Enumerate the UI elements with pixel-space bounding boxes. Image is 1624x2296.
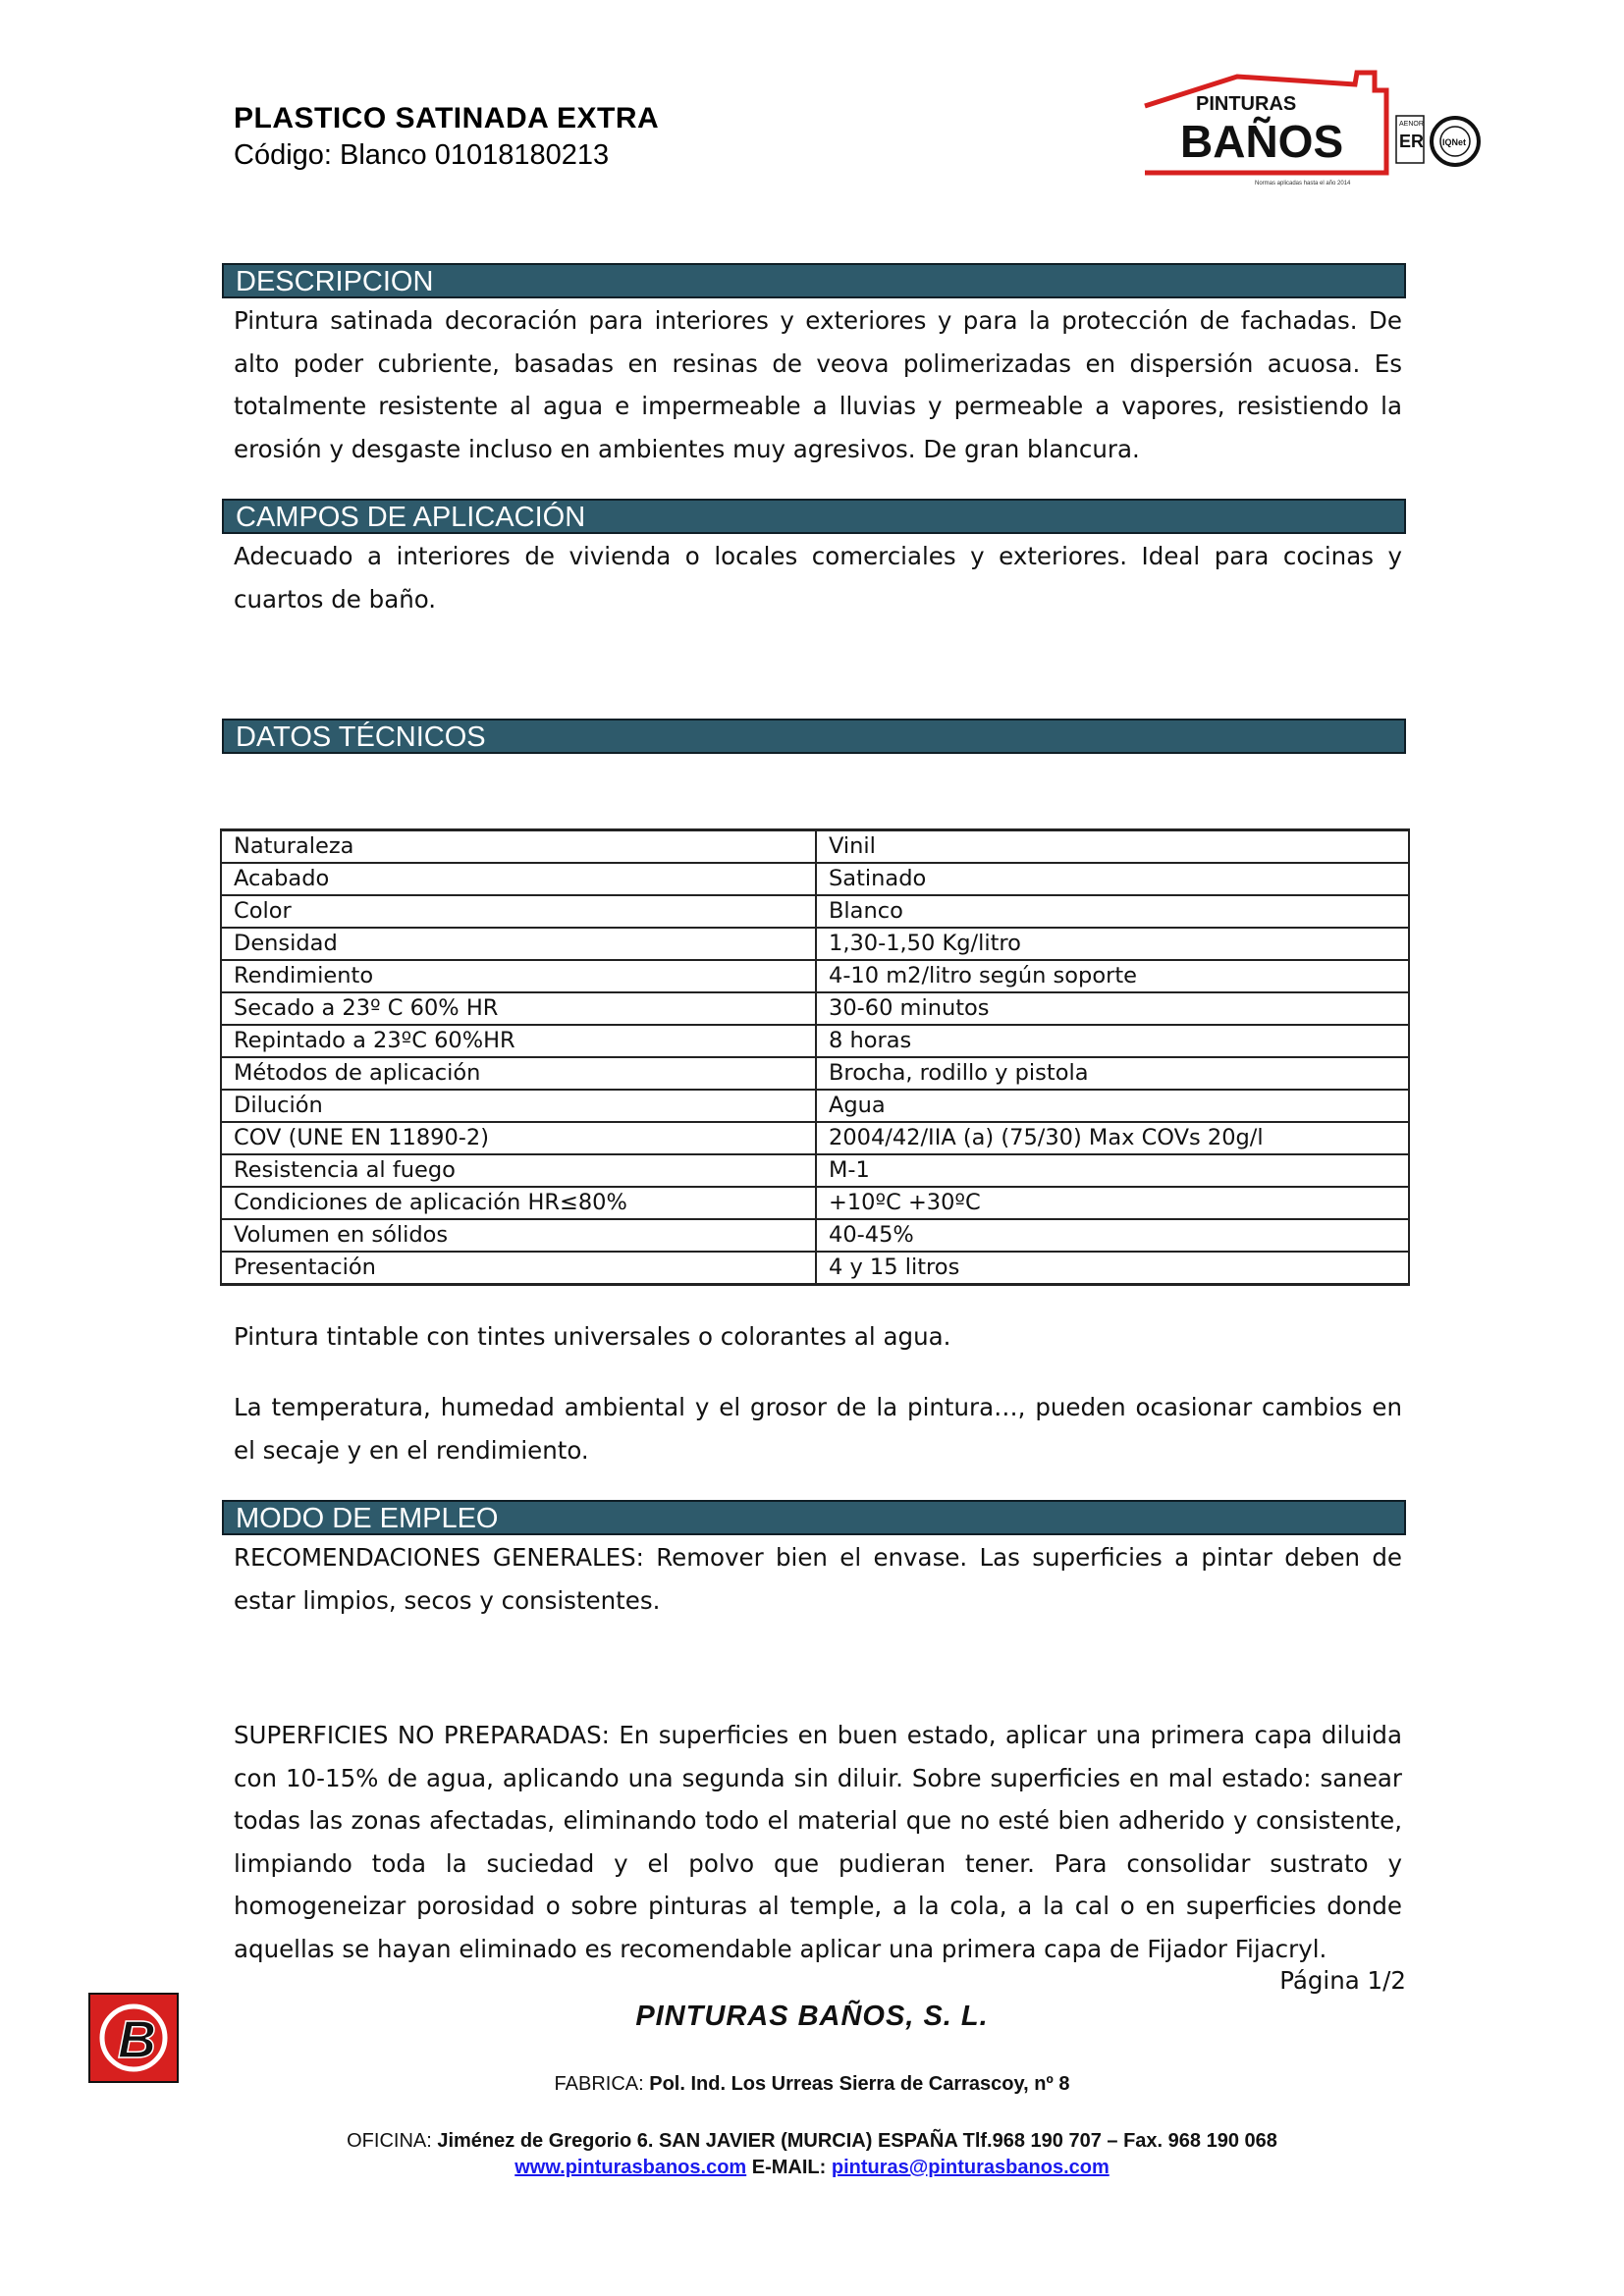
table-cell-key: Naturaleza	[221, 830, 816, 864]
email-link[interactable]: pinturas@pinturasbanos.com	[831, 2157, 1110, 2178]
table-cell-key: COV (UNE EN 11890-2)	[221, 1122, 816, 1154]
table-cell-key: Repintado a 23ºC 60%HR	[221, 1025, 816, 1057]
table-row	[221, 1090, 1409, 1122]
factory-address	[0, 2073, 1624, 2096]
table-cell-value: 30-60 minutos	[816, 992, 1409, 1025]
table-row	[221, 863, 1409, 895]
factory-value: Pol. Ind. Los Urreas Sierra de Carrascoy, nº 8	[649, 2073, 1070, 2095]
iqnet-cert-icon	[1432, 118, 1479, 165]
table-cell-key: Dilución	[221, 1090, 816, 1122]
contact-line	[0, 2157, 1624, 2179]
tint-note: Pintura tintable con tintes universales o colorantes al agua.	[234, 1322, 951, 1351]
office-address	[0, 2130, 1624, 2153]
table-cell-key: Acabado	[221, 863, 816, 895]
technical-data-table	[220, 828, 1410, 1286]
factory-label: FABRICA:	[554, 2073, 644, 2095]
table-cell-value: 2004/42/IIA (a) (75/30) Max COVs 20g/l	[816, 1122, 1409, 1154]
table-cell-key: Secado a 23º C 60% HR	[221, 992, 816, 1025]
table-row	[221, 1252, 1409, 1285]
table-cell-value: 1,30-1,50 Kg/litro	[816, 928, 1409, 960]
table-cell-key: Volumen en sólidos	[221, 1219, 816, 1252]
table-row	[221, 1057, 1409, 1090]
table-cell-value: Brocha, rodillo y pistola	[816, 1057, 1409, 1090]
svg-text:IQNet: IQNet	[1442, 137, 1467, 147]
table-cell-key: Resistencia al fuego	[221, 1154, 816, 1187]
table-cell-value: 4-10 m2/litro según soporte	[816, 960, 1409, 992]
section-heading-descripcion: DESCRIPCION	[222, 263, 1406, 298]
section-heading-modo: MODO DE EMPLEO	[222, 1500, 1406, 1535]
company-name: PINTURAS BAÑOS, S. L.	[635, 2001, 989, 2032]
descripcion-text: Pintura satinada decoración para interiores y exteriores y para la protección de fachadas. De alto poder cubriente, basadas en resinas de veova polimerizadas en dispersión acuosa. Es totalmente resistente al agua e impermeable a lluvias y permeable a vapores, resistiendo la erosión y desgaste incluso en ambientes muy agresivos. De gran blancura.	[234, 306, 1402, 463]
table-row	[221, 895, 1409, 928]
pinturas-banos-logo	[1139, 69, 1492, 187]
section-heading-datos: DATOS TÉCNICOS	[222, 719, 1406, 754]
campos-text: Adecuado a interiores de vivienda o locales comerciales y exteriores. Ideal para cocinas y cuartos de baño.	[234, 542, 1402, 614]
table-row	[221, 1154, 1409, 1187]
table-cell-value: +10ºC +30ºC	[816, 1187, 1409, 1219]
product-code: Código: Blanco 01018180213	[234, 139, 610, 171]
document-title: PLASTICO SATINADA EXTRA	[234, 102, 660, 134]
svg-text:AENOR: AENOR	[1399, 121, 1424, 128]
table-row	[221, 1122, 1409, 1154]
table-row	[221, 992, 1409, 1025]
table-cell-value: 40-45%	[816, 1219, 1409, 1252]
table-row	[221, 960, 1409, 992]
table-cell-value: Agua	[816, 1090, 1409, 1122]
table-cell-value: Satinado	[816, 863, 1409, 895]
table-row	[221, 1025, 1409, 1057]
table-row	[221, 928, 1409, 960]
recomendaciones-text: RECOMENDACIONES GENERALES: Remover bien el envase. Las superficies a pintar deben de estar limpios, secos y consistentes.	[234, 1543, 1402, 1615]
logo-top-text: PINTURAS	[1196, 93, 1297, 115]
logo-fine-print: Normas aplicadas hasta el año 2014	[1255, 181, 1351, 187]
page-number: Página 1/2	[1279, 1966, 1406, 1995]
logo-main-text: BAÑOS	[1180, 116, 1344, 167]
table-cell-key: Condiciones de aplicación HR≤80%	[221, 1187, 816, 1219]
office-label: OFICINA:	[347, 2130, 432, 2152]
table-cell-value: Blanco	[816, 895, 1409, 928]
table-cell-value: 4 y 15 litros	[816, 1252, 1409, 1285]
table-row	[221, 830, 1409, 864]
email-label: E-MAIL:	[751, 2157, 827, 2178]
website-link[interactable]: www.pinturasbanos.com	[514, 2157, 747, 2178]
table-cell-key: Rendimiento	[221, 960, 816, 992]
table-cell-key: Densidad	[221, 928, 816, 960]
section-heading-campos: CAMPOS DE APLICACIÓN	[222, 499, 1406, 534]
table-row	[221, 1187, 1409, 1219]
conditions-note: La temperatura, humedad ambiental y el grosor de la pintura…, pueden ocasionar cambios en el secaje y en el rendimiento.	[234, 1393, 1402, 1465]
table-row	[221, 1219, 1409, 1252]
table-cell-key: Métodos de aplicación	[221, 1057, 816, 1090]
superficies-text: SUPERFICIES NO PREPARADAS: En superficies en buen estado, aplicar una primera capa diluida con 10-15% de agua, aplicando una segunda sin diluir. Sobre superficies en mal estado: sanear todas las zonas afectadas, eliminando todo el material que no esté bien adherido y consistente, limpiando toda la suciedad y el polvo que pudieran tener. Para consolidar sustrato y homogeneizar porosidad o sobre pinturas al temple, a la cola, a la cal o en superficies donde aquellas se hayan eliminado es recomendable aplicar una primera capa de Fijador Fijacryl.	[234, 1721, 1402, 1963]
table-cell-value: 8 horas	[816, 1025, 1409, 1057]
table-cell-key: Color	[221, 895, 816, 928]
table-cell-key: Presentación	[221, 1252, 816, 1285]
office-value: Jiménez de Gregorio 6. SAN JAVIER (MURCIA) ESPAÑA Tlf.968 190 707 – Fax. 968 190 068	[437, 2130, 1277, 2152]
table-cell-value: M-1	[816, 1154, 1409, 1187]
svg-text:B: B	[118, 2010, 156, 2069]
svg-text:ER: ER	[1399, 132, 1425, 151]
aenor-cert-icon	[1396, 116, 1424, 163]
table-cell-value: Vinil	[816, 830, 1409, 864]
